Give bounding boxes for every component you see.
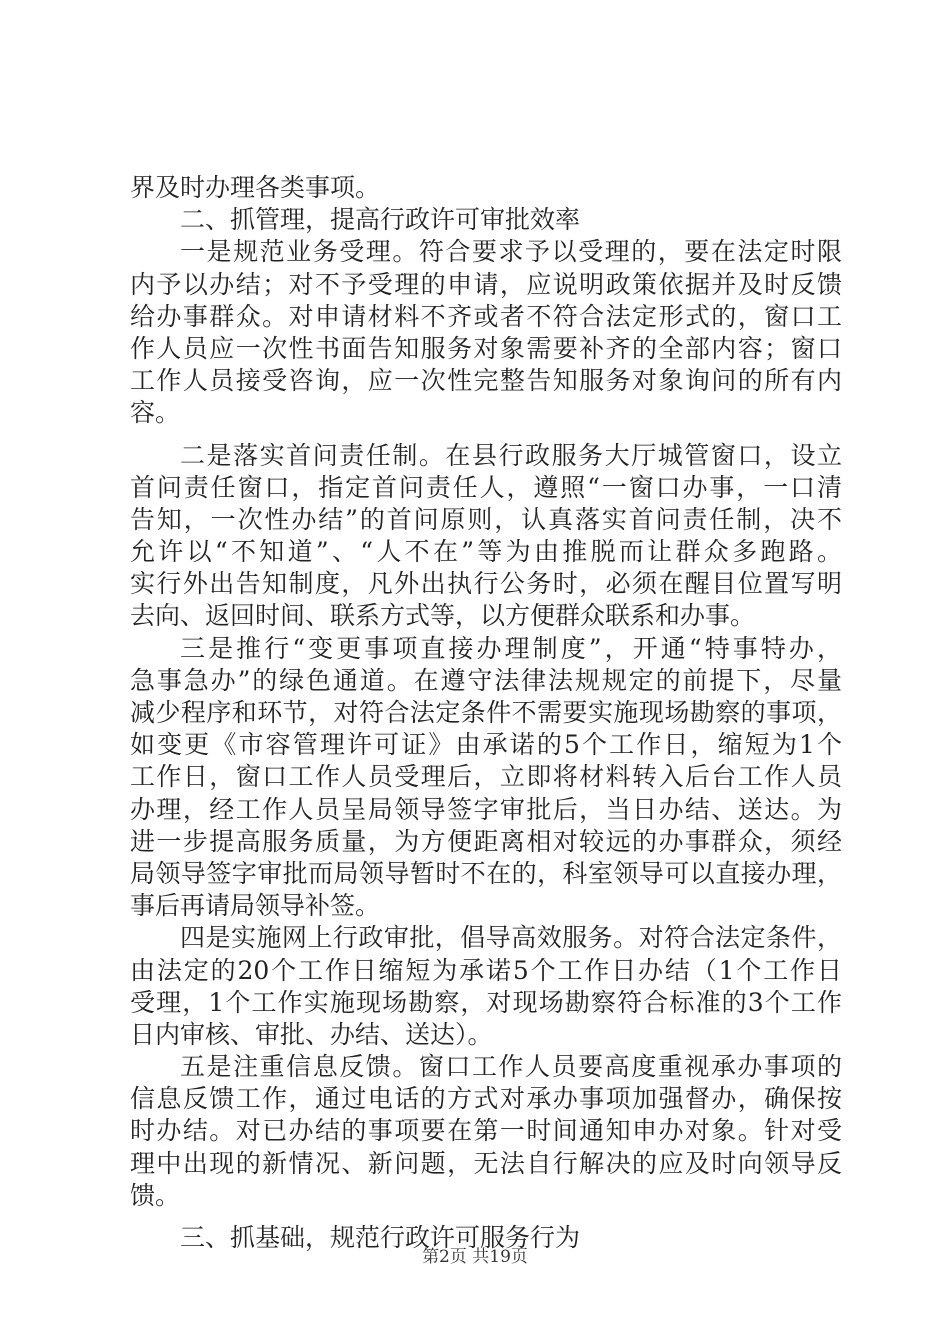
paragraph-first-line: 三是推行“变更事项直接办理制度”，开通“特事特办， (180, 633, 842, 663)
text-line: 急事急办”的绿色通道。在遵守法律法规规定的前提下，尽量 (130, 665, 842, 695)
text-line: 信息反馈工作，通过电话的方式对承办事项加强督办，确保按 (130, 1084, 842, 1114)
text-line: 减少程序和环节，对符合法定条件不需要实施现场勘察的事项， (130, 698, 842, 727)
text-line: 给办事群众。对申请材料不齐或者不符合法定形式的，窗口工 (130, 301, 842, 331)
paragraph-first-line: 一是规范业务受理。符合要求予以受理的，要在法定时限 (180, 237, 842, 267)
document-body (130, 172, 842, 1254)
text-line: 实行外出告知制度，凡外出执行公务时，必须在醒目位置写明 (130, 569, 842, 599)
paragraph-first-line: 二是落实首问责任制。在县行政服务大厅城管窗口，设立 (180, 440, 842, 470)
text-line: 容。 (130, 398, 181, 428)
paragraph-first-line: 五是注重信息反馈。窗口工作人员要高度重视承办事项的 (180, 1052, 842, 1082)
text-line: 由法定的20个工作日缩短为承诺5个工作日办结（1个工作日 (130, 955, 842, 985)
text-line: 去向、返回时间、联系方式等，以方便群众联系和办事。 (130, 601, 756, 631)
text-line: 馈。 (130, 1180, 181, 1210)
text-line: 日内审核、审批、办结、送达）。 (130, 1019, 493, 1049)
paragraph-first-line: 二、抓管理，提高行政许可审批效率 (180, 205, 581, 235)
page-footer: 第2页 共19页 (422, 1247, 528, 1267)
text-line: 受理，1个工作实施现场勘察，对现场勘察符合标准的3个工作 (130, 987, 842, 1017)
text-line: 告知，一次性办结”的首问原则，认真落实首问责任制，决不 (130, 504, 842, 534)
text-line: 进一步提高服务质量，为方便距离相对较远的办事群众，须经 (130, 826, 842, 856)
text-line: 局领导签字审批而局领导暂时不在的，科室领导可以直接办理， (130, 858, 842, 888)
paragraph-first-line: 四是实施网上行政审批，倡导高效服务。对符合法定条件， (180, 923, 842, 953)
text-line: 首问责任窗口，指定首问责任人，遵照“一窗口办事，一口清 (130, 472, 842, 502)
text-line: 办理，经工作人员呈局领导签字审批后，当日办结、送达。为 (130, 794, 842, 824)
text-line: 作人员应一次性书面告知服务对象需要补齐的全部内容；窗口 (130, 333, 842, 363)
text-line: 工作日，窗口工作人员受理后，立即将材料转入后台工作人员 (130, 762, 842, 792)
text-line: 界及时办理各类事项。 (130, 173, 381, 202)
text-line: 工作人员接受咨询，应一次性完整告知服务对象询问的所有内 (130, 366, 842, 396)
text-line: 理中出现的新情况、新问题，无法自行解决的应及时向领导反 (130, 1148, 842, 1178)
paragraph-first-line: 三、抓基础，规范行政许可服务行为 (180, 1223, 581, 1252)
text-line: 事后再请局领导补签。 (130, 891, 381, 921)
text-line: 允许以“不知道”、“人不在”等为由推脱而让群众多跑路。 (130, 537, 842, 567)
text-line: 内予以办结；对不予受理的申请，应说明政策依据并及时反馈 (130, 269, 842, 299)
text-line: 如变更《市容管理许可证》由承诺的5个工作日，缩短为1个 (130, 730, 842, 760)
text-line: 时办结。对已办结的事项要在第一时间通知申办对象。针对受 (130, 1116, 842, 1146)
